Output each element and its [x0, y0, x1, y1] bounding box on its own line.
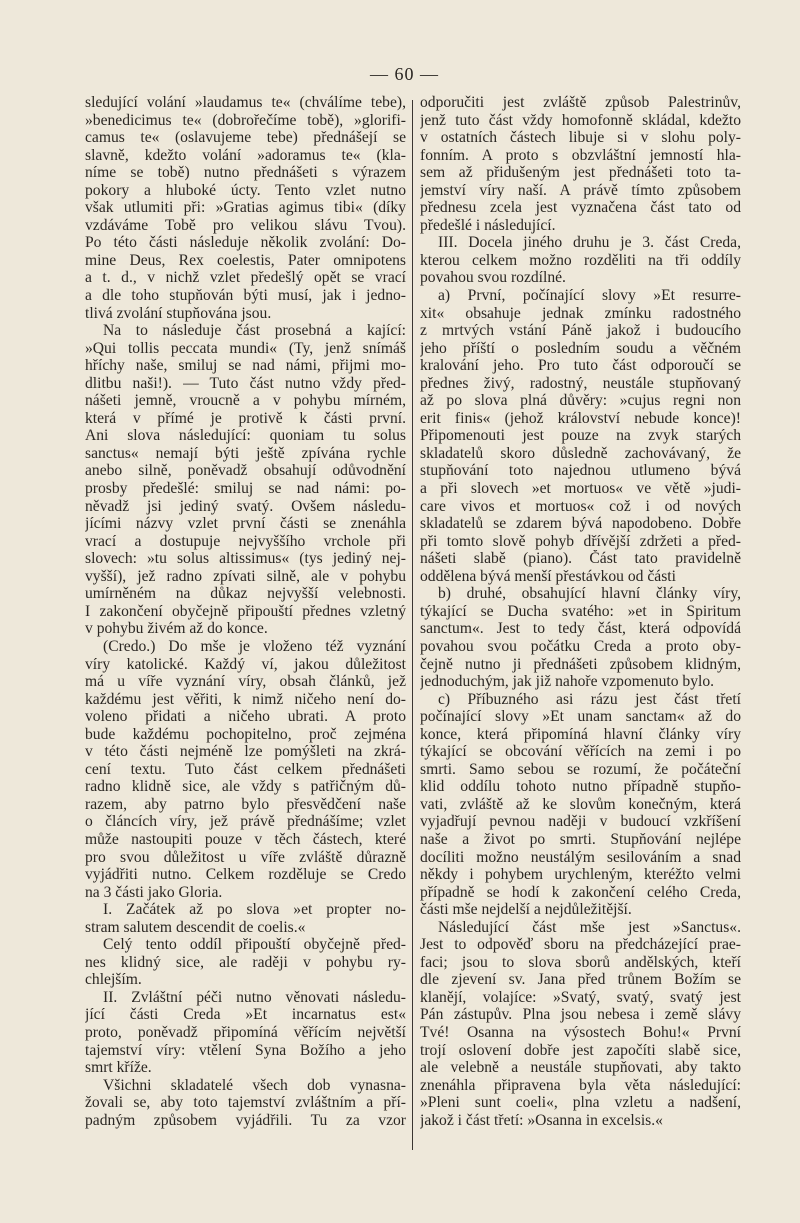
text-line: Následující část mše jest »Sanctus«. [438, 918, 741, 936]
paragraph [420, 287, 741, 585]
text-line: odporučiti jest zvláště způsob Palestrinův, [420, 94, 741, 111]
text-line: znenáhla připravena byla věta následující: [420, 1076, 741, 1094]
paragraph [85, 322, 406, 638]
text-line: a při slovech »et mortuos« ve větě »judi- [420, 480, 741, 498]
text-line: padným způsobem vyjádřili. Tu za vzor [85, 1111, 406, 1129]
text-line: hříchy naše, smiluj se nad námi, přijmi mo- [85, 357, 406, 375]
text-line: přednes živý, radostný, neustále stupňovaný [420, 374, 741, 392]
text-line: naše a život po smrti. Stupňování nejlépe [420, 830, 741, 848]
text-line: v pohybu živém až do konce. [85, 620, 268, 638]
text-line: kterou celkem možno rozděliti na tři oddíly [420, 251, 741, 269]
text-line: týkající se Ducha svatého: »et in Spiritum [420, 602, 741, 620]
text-line: pro svou důležitost u víře zvláště důrazně [85, 848, 406, 866]
text-line: II. Zvláštní péči nutno věnovati následu- [103, 988, 406, 1006]
text-line: tlivá zvolání stupňována jsou. [85, 304, 272, 322]
text-line: jenž tuto část vždy homofonně skládal, kdežto [420, 111, 741, 129]
text-line: slavně, kdežto volání »adoramus te« (kla- [85, 146, 406, 164]
left-column [85, 94, 406, 1129]
text-line: a dle toho stupňován býti musí, jak i jedno- [85, 287, 406, 305]
text-line: konce, která připomíná hlavní články víry [420, 725, 741, 743]
text-line: ale velebně a neustále stupňovati, aby takto [420, 1059, 741, 1077]
text-line: vzdáváme Tobě pro velikou slávu Tvou). [85, 216, 406, 234]
text-line: až po slova plná důvěry: »cujus regni non [420, 392, 741, 410]
text-line: každému jest věřiti, k nimž ničeho není do- [85, 690, 406, 708]
text-line: chlejším. [85, 971, 142, 989]
text-line: něvadž jsi jediný svatý. Ovšem následu- [85, 497, 406, 515]
text-line: sanctus« nemají býti ještě zpívána rychle [85, 444, 406, 462]
text-line: radno klidně sice, ale vždy s patřičným dů- [85, 778, 406, 796]
text-line: a t. d., v nichž vzlet předešlý opět se vrací [85, 269, 406, 287]
paragraph [85, 989, 406, 1077]
text-line: camus te« (oslavujeme tebe) přednášejí se [85, 129, 406, 147]
text-line: III. Docela jiného druhu je 3. část Creda, [438, 234, 741, 252]
text-line: sledující volání »laudamus te« (chválíme tebe), [85, 94, 406, 111]
text-line: tajemství víry: vtělení Syna Božího a jeho [85, 1041, 406, 1059]
text-line: povahou svou počátku Creda a proto oby- [420, 637, 741, 655]
paragraph [85, 1077, 406, 1130]
text-line: sanctum«. Jest to tedy část, která odpovídá [420, 620, 741, 638]
text-line: oddělena bývá menší přestávkou od části [420, 567, 676, 585]
text-line: jednoduchým, jak již nahoře vzpomenuto bylo. [420, 673, 715, 691]
text-line: vyjádřiti nutno. Celkem rozděluje se Credo [85, 866, 406, 884]
text-line: počínající slovy »Et unam sanctam« až do [420, 708, 741, 726]
text-line: týkající se obcování věřících na zemi i po [420, 743, 741, 761]
text-line: případně se hodí k zakončení celého Creda, [420, 883, 741, 901]
text-line: xit« obsahuje jednak zmínku radostného [420, 304, 741, 322]
text-line: která v přímé je protivě k části první. [85, 409, 406, 427]
text-line: jemství víry naší. A právě tímto způsobem [420, 181, 741, 199]
text-line: níme se tobě) nutno přednášeti s výrazem [85, 164, 406, 182]
paragraph [420, 919, 741, 1130]
text-line: kralování jeho. Pro tuto část odporoučí se [420, 357, 741, 375]
text-line: skladatelů se zdarem bývá napodobeno. Dobře [420, 515, 741, 533]
text-line: Všichni skladatelé všech dob vynasna- [103, 1076, 406, 1094]
text-line: anebo silně, poněvadž obsahují odůvodnění [85, 462, 406, 480]
text-line: nes klidný sice, ale raději v pohybu ry- [85, 953, 406, 971]
text-line: dlitbu naši!). — Tuto část nutno vždy před- [85, 374, 406, 392]
text-line: však utlumiti při: »Gratias agimus tibi« (díky [85, 199, 406, 217]
text-line: stupňování toto najednou utlumeno bývá [420, 462, 741, 480]
column-divider [412, 100, 413, 1150]
text-line: voleno přidati a ničeho ubrati. A proto [85, 708, 406, 726]
paragraph [85, 936, 406, 989]
text-line: cení textu. Tuto část celkem přednášeti [85, 760, 406, 778]
text-line: jeho příští o posledním soudu a věčném [420, 339, 741, 357]
text-line: dle zjevení sv. Jana před trůnem Božím se [420, 971, 741, 989]
text-line: I zakončení obyčejně připouští přednes vzletný [85, 602, 406, 620]
text-line: fonním. A proto s obzvláštní jemností hla- [420, 146, 741, 164]
text-line: bude každému pochopitelno, proč zejména [85, 725, 406, 743]
text-line: části mše nejdelší a nejdůležitější. [420, 901, 632, 919]
text-line: I. Začátek až po slova »et propter no- [103, 901, 406, 919]
paragraph [420, 234, 741, 287]
text-line: vyšší), jež radno zpívati silně, ale v pohybu [85, 567, 406, 585]
text-line: trojí oslovení dobře jest započíti slabě sice, [420, 1041, 741, 1059]
text-line: stram salutem descendit de coelis.« [85, 918, 306, 936]
text-line: proto, poněvadž připomíná věřícím největší [85, 1023, 406, 1041]
text-line: Celý tento oddíl připouští obyčejně před- [103, 936, 406, 954]
text-line: nášeti slabě (piano). Část tato pravidelně [420, 550, 741, 568]
text-line: přednesu zcela jest vyznačena část tato od [420, 199, 741, 217]
text-line: smrt kříže. [85, 1059, 152, 1077]
text-line: jícími názvy vzlet první části se znenáhla [85, 515, 406, 533]
text-line: skladatelů skoro důsledně zachovávaný, že [420, 444, 741, 462]
paragraph [420, 94, 741, 234]
text-line: »Qui tollis peccata mundi« (Ty, jenž snímáš [85, 339, 406, 357]
text-line: Ani slova následující: quoniam tu solus [85, 427, 406, 445]
text-line: »benedicimus te« (dobrořečíme tobě), »glorifi- [85, 111, 406, 129]
text-line: slovech: »tu solus altissimus« (tys jediný nej- [85, 550, 406, 568]
text-line: na 3 části jako Gloria. [85, 883, 223, 901]
text-line: jící části Creda »Et incarnatus est« [85, 1006, 406, 1024]
right-column [420, 94, 741, 1129]
paragraph [420, 691, 741, 919]
text-line: Pán zástupův. Plna jsou nebesa i země slávy [420, 1006, 741, 1024]
text-line: povahou svou rozdílné. [420, 269, 566, 287]
text-line: faci; jsou to slova sborů andělských, kteří [420, 953, 741, 971]
paragraph [420, 585, 741, 690]
text-line: docíliti možno neustálým sesilováním a snad [420, 848, 741, 866]
text-line: Tvé! Osanna na výsostech Bohu!« První [420, 1023, 741, 1041]
text-line: sem až přidušeným jest přednášeti toto ta- [420, 164, 741, 182]
text-line: jakož i část třetí: »Osanna in excelsis.« [420, 1111, 663, 1129]
text-line: Jest to odpověď sboru na předcházející prae- [420, 936, 741, 954]
text-line: žovali se, aby toto tajemství zvláštním a pří- [85, 1094, 406, 1112]
text-line: »Pleni sunt coeli«, plna vzletu a nadšení, [420, 1094, 741, 1112]
text-line: umírněném na důkaz nejvyšší velebnosti. [85, 585, 406, 603]
text-line: klanějí, volajíce: »Svatý, svatý, svatý jest [420, 988, 741, 1006]
text-line: a) První, počínající slovy »Et resurre- [438, 287, 741, 305]
text-line: Na to následuje část prosebná a kající: [103, 322, 406, 340]
text-line: o článcích víry, jež právě přednášíme; vzlet [85, 813, 406, 831]
text-line: b) druhé, obsahující hlavní články víry, [438, 585, 741, 603]
text-line: při tomto slově pohyb dřívější zdržeti a před- [420, 532, 741, 550]
text-line: mine Deus, Rex coelestis, Pater omnipotens [85, 251, 406, 269]
text-line: c) Příbuzného asi rázu jest část třetí [438, 690, 741, 708]
text-line: erit finis« (jehož království nebude konce)! [420, 409, 741, 427]
text-line: pokory a hluboké úcty. Tento vzlet nutno [85, 181, 406, 199]
text-line: vati, zvláště až ke slovům konečným, která [420, 795, 741, 813]
text-line: care vivos et mortuos« což i od nových [420, 497, 741, 515]
text-line: vyjadřují pevnou naději v budoucí vzkříšení [420, 813, 741, 831]
paragraph [85, 94, 406, 322]
text-line: víry katolické. Každý ví, jakou důležitost [85, 655, 406, 673]
text-line: předešlé i následující. [420, 216, 556, 234]
text-line: může nastoupiti pouze v těch částech, které [85, 830, 406, 848]
text-line: prosby předešlé: smiluj se nad námi: po- [85, 480, 406, 498]
paragraph [85, 901, 406, 936]
text-line: v ostatních částech libuje si v slohu poly- [420, 129, 741, 147]
text-line: čejně nutno ji přednášeti způsobem klidným, [420, 655, 741, 673]
text-line: má u víře vyznání víry, obsah článků, jež [85, 673, 406, 691]
text-line: Připomenouti jest pouze na zvyk starých [420, 427, 741, 445]
text-line: razem, aby patrno bylo přesvědčení naše [85, 795, 406, 813]
paragraph [85, 638, 406, 901]
page-number: — 60 — [370, 64, 439, 84]
text-line: Po této části následuje několik zvolání: Do- [85, 234, 406, 252]
text-line: (Credo.) Do mše je vloženo též vyznání [103, 637, 406, 655]
text-line: vrací a dostupuje nejvyššího vrchole při [85, 532, 406, 550]
text-line: klid oddílu tohoto nutno případně stupňo- [420, 778, 741, 796]
text-line: smrti. Samo sebou se rozumí, že počáteční [420, 760, 741, 778]
text-line: někdy i pohybem urychleným, kteréžto velmi [420, 866, 741, 884]
text-line: nášeti jemně, vroucně a v pohybu mírném, [85, 392, 406, 410]
text-line: z mrtvých vstání Páně jakož i budoucího [420, 322, 741, 340]
text-line: v této části nejméně lze pomýšleti na zkrá- [85, 743, 406, 761]
